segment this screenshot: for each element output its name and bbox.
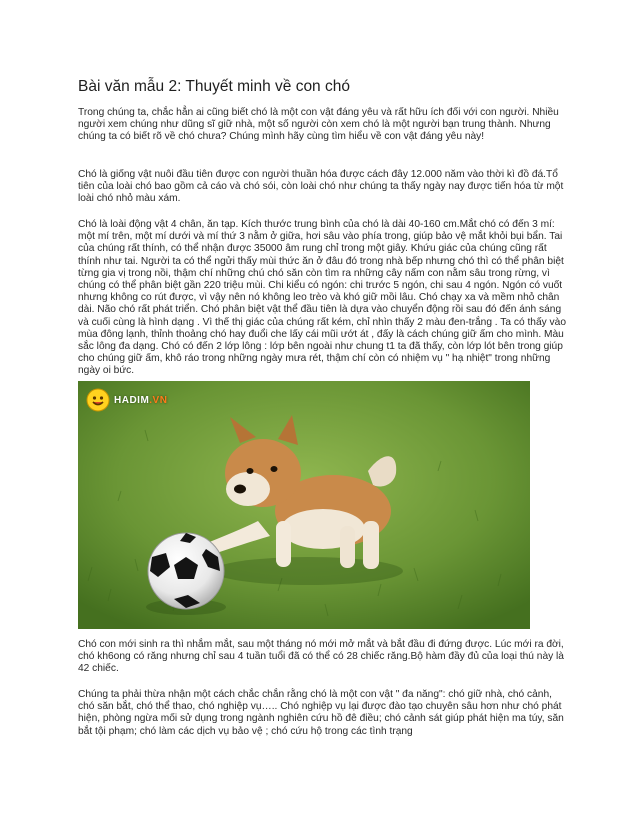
paragraph-anatomy: Chó là loài động vật 4 chân, ăn tạp. Kích thước trung bình của chó là dài 40-160 cm.Mắt chó có đến 3 mí: một mí trên, một mí dưới và mí thứ 3 nằm ở giữa, hơi sâu vào phía trong, giúp bảo vệ mắt khỏi bụi bẩn. Tai của chúng rất thính, có thể nhận được 35000 âm rung chỉ trong một giây. Khứu giác của chúng cũng rất thính như tai. Người ta có thể ngửi thấy mùi thức ăn ở đâu đó trong nhà bếp nhưng chó thì có thể phân biệt từng gia vị trong nồi, thậm chí những chú chó săn còn tìm ra những cây nấm con nằm sâu trong rừng, vì chúng có thể phân biệt gần 220 triệu mùi. Chi kiểu có ngón: chi trước 5 ngón, chi sau 4 ngón. Ngón có vuốt nhưng không co rút được, vì vậy nên nó không leo trèo và khó giữ mồi lâu. Chó chạy xa và mềm nhỏ chân dài. Não chó rất phát triển. Chó phân biệt vật thể đầu tiên là dựa vào chuyển động rồi sau đó đến ánh sáng và cuối cùng là hình dạng . Vì thế thị giác của chúng rất kém, chỉ nhìn thấy 2 màu đen-trắng . Ta có thấy vào mùa đông lạnh, thỉnh thoảng chó hay đuổi che lấy cái mũi ướt át , đấy là cách chúng giữ ấm cho mình. Màu sắc lông đa dạng. Chó có đến 2 lớp lông : lớp bên ngoài như chung t1 ta đã thấy, còn lớp lót bên trong giúp cho chúng giữ ấm, khô ráo trong những ngày mưa rét, thậm chí còn có nhiệm vụ " hạ nhiệt" trong những ngày oi bức.: [78, 219, 566, 377]
article-title: Bài văn mẫu 2: Thuyết minh về con chó: [78, 78, 350, 95]
soccer-ball: [146, 533, 226, 615]
puppy-eye: [247, 468, 254, 474]
paragraph-intro: Trong chúng ta, chắc hẳn ai cũng biết chó là một con vật đáng yêu và rất hữu ích đối với con người. Nhiều người xem chúng như dũng sĩ giữ nhà, một số người còn xem chó là một người bạn trung thành. Nhưng chúng ta có biết rõ về chó chưa? Chúng mình hãy cùng tìm hiểu về con vật đáng yêu này!: [78, 107, 559, 143]
paragraph-origin: Chó là giống vật nuôi đầu tiên được con người thuần hóa được cách đây 12.000 năm vào thời kì đồ đá.Tổ tiên của loài chó bao gồm cả cáo và chó sói, còn loài chó như chúng ta thấy ngày nay được tiến hóa từ một loài chó nhỏ màu xám.: [78, 169, 564, 205]
puppy-illustration: [78, 381, 530, 629]
puppy-photo: [78, 381, 530, 629]
puppy-back-leg: [363, 521, 379, 569]
puppy-nose: [234, 485, 246, 494]
paragraph-puppies: Chó con mới sinh ra thì nhắm mắt, sau một tháng nó mới mở mắt và bắt đầu đi đứng được. Lúc mới ra đời, chó kh6ong có răng nhưng chỉ sau 4 tuần tuổi đã có thể có 28 chiếc răng.Bộ hàm đầy đủ của loại thú này là 42 chiếc.: [78, 639, 564, 675]
paragraph-roles: Chúng ta phải thừa nhận một cách chắc chắn rằng chó là một con vật " đa năng": chó giữ nhà, chó cảnh, chó săn bắt, chó thể thao, chó nghiệp vụ….. Chó nghiệp vụ lại được đào tạo chuyên sâu hơn như chó phát hiện, phòng ngừa mối sử dụng trong ngành nghiên cứu hồ đê điều; chó cảnh sát giúp phát hiện ma túy, săn bắt tội phạm; chó làm các dịch vụ bảo vệ ; chó cứu hộ trong các tình trạng: [78, 689, 564, 737]
puppy-front-leg: [276, 521, 291, 567]
smiley-face-icon: [86, 388, 110, 412]
logo-suffix-text: .VN: [149, 394, 168, 406]
logo-main-text: HADIM: [114, 394, 150, 406]
site-logo: [86, 387, 167, 413]
logo-wordmark: [114, 395, 167, 406]
